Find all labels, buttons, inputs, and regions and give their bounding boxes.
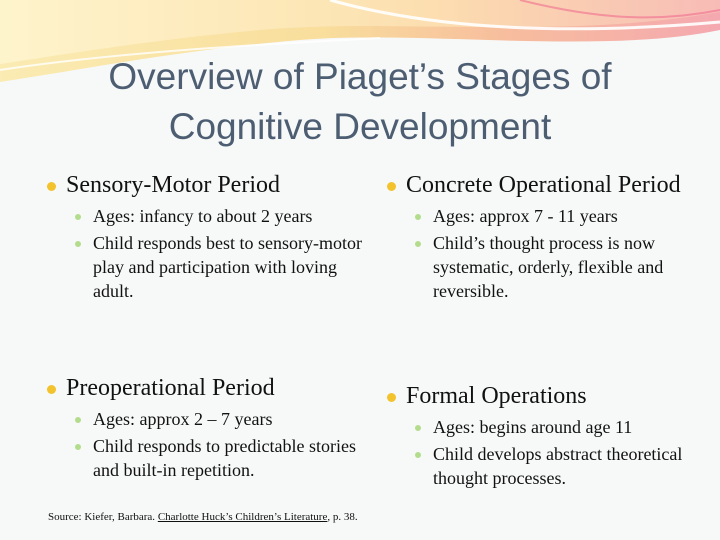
stage-points bbox=[387, 415, 717, 490]
list-item: Child’s thought process is now systematic, orderly, flexible and reversible. bbox=[415, 231, 717, 303]
source-prefix: Source: Kiefer, Barbara. bbox=[48, 511, 158, 523]
stage-points bbox=[47, 407, 377, 482]
source-book-title: Charlotte Huck’s Children’s Literature bbox=[157, 511, 328, 523]
stage-heading: Concrete Operational Period bbox=[387, 170, 717, 200]
stage-concrete-operational bbox=[387, 170, 717, 306]
list-item: Ages: approx 2 – 7 years bbox=[75, 407, 377, 431]
stage-heading: Sensory-Motor Period bbox=[47, 170, 377, 200]
stage-formal-operations bbox=[387, 381, 717, 493]
page-title: Overview of Piaget’s Stages of Cognitive Development bbox=[108, 56, 612, 147]
list-item: Ages: approx 7 - 11 years bbox=[415, 204, 717, 228]
list-item: Ages: infancy to about 2 years bbox=[75, 204, 377, 228]
stage-heading: Formal Operations bbox=[387, 381, 717, 411]
source-citation bbox=[48, 510, 358, 524]
list-item: Child responds to predictable stories and built-in repetition. bbox=[75, 434, 377, 482]
stage-points bbox=[387, 204, 717, 303]
stage-preoperational bbox=[47, 373, 377, 485]
list-item: Child responds best to sensory-motor play and participation with loving adult. bbox=[75, 231, 377, 303]
stage-heading: Preoperational Period bbox=[47, 373, 377, 403]
stage-sensory-motor bbox=[47, 170, 377, 306]
list-item: Child develops abstract theoretical thought processes. bbox=[415, 442, 717, 490]
stage-points bbox=[47, 204, 377, 303]
list-item: Ages: begins around age 11 bbox=[415, 415, 717, 439]
source-suffix: , p. 38. bbox=[327, 511, 358, 523]
